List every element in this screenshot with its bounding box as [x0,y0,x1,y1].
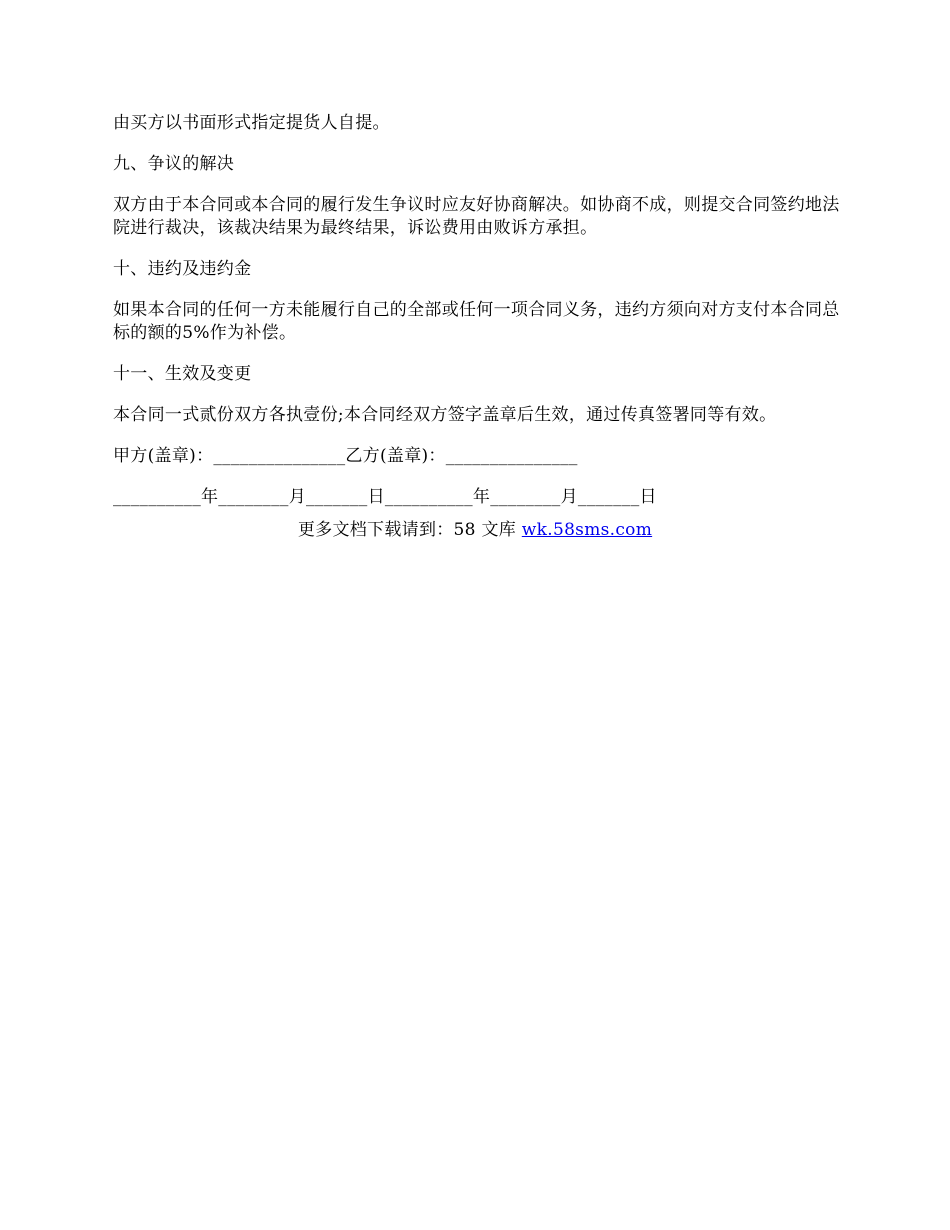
heading-effect-and-change: 十一、生效及变更 [113,364,252,384]
document-body [113,112,841,527]
paragraph-effect-and-change: 本合同一式贰份双方各执壹份;本合同经双方签字盖章后生效，通过传真签署同等有效。 [113,405,777,425]
paragraph-breach-penalty: 如果本合同的任何一方未能履行自己的全部或任何一项合同义务，违约方须向对方支付本合同总标的额的5%作为补偿。 [113,300,840,343]
footer-prefix: 更多文档下载请到：58 文库 [297,520,522,540]
date-line: __________年________月_______日__________年________月_______日 [113,487,657,507]
heading-breach-penalty: 十、违约及违约金 [113,259,252,279]
footer-link[interactable]: wk.58sms.com [521,520,653,540]
footer [0,519,950,542]
paragraph-dispute-resolution: 双方由于本合同或本合同的履行发生争议时应友好协商解决。如协商不成，则提交合同签约地法院进行裁决，该裁决结果为最终结果，诉讼费用由败诉方承担。 [113,195,840,238]
heading-dispute-resolution: 九、争议的解决 [113,154,235,174]
signature-line: 甲方(盖章)：_______________乙方(盖章)：_______________ [113,446,578,466]
paragraph-pickup: 由买方以书面形式指定提货人自提。 [113,113,390,133]
